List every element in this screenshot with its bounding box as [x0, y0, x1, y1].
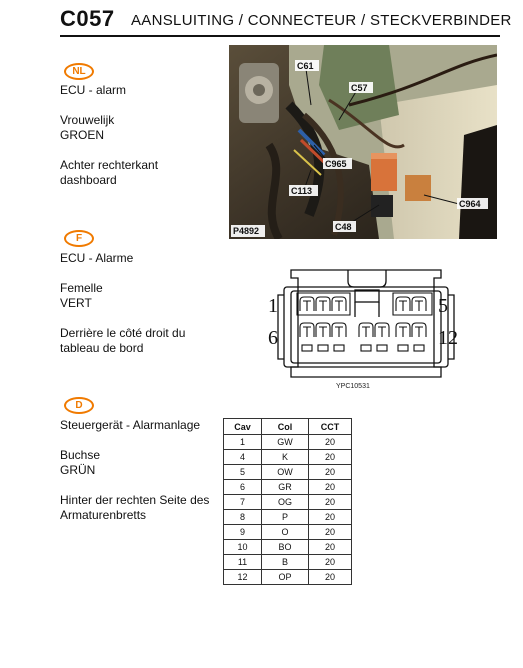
table-row	[224, 525, 352, 540]
column-header-cav: Cav	[224, 419, 262, 435]
cct-cell: 20	[309, 540, 352, 555]
cav-cell: 5	[224, 465, 262, 480]
table-row	[224, 435, 352, 450]
photo-reference: P4892	[233, 226, 260, 236]
col-cell: OW	[262, 465, 309, 480]
pin-label-top-left: 1	[268, 295, 278, 317]
pin-label-bottom-left: 6	[268, 327, 278, 349]
table-row	[224, 480, 352, 495]
table-row	[224, 570, 352, 585]
d-location-line2: Armaturenbretts	[60, 508, 147, 522]
cav-cell: 9	[224, 525, 262, 540]
cct-cell: 20	[309, 465, 352, 480]
d-language-badge: D	[64, 397, 94, 414]
cav-cell: 12	[224, 570, 262, 585]
table-row	[224, 465, 352, 480]
d-color: GRÜN	[60, 463, 96, 477]
cct-cell: 20	[309, 525, 352, 540]
d-component-name: Steuergerät - Alarmanlage	[60, 418, 201, 432]
f-component-name: ECU - Alarme	[60, 251, 134, 265]
photo-label-c965: C965	[325, 159, 347, 169]
header-divider	[60, 35, 500, 37]
table-header-row	[224, 419, 352, 435]
cav-cell: 10	[224, 540, 262, 555]
nl-location-line2: dashboard	[60, 173, 117, 187]
cav-cell: 6	[224, 480, 262, 495]
cct-cell: 20	[309, 495, 352, 510]
table-row	[224, 450, 352, 465]
table-row	[224, 510, 352, 525]
cct-cell: 20	[309, 555, 352, 570]
pin-label-top-right: 5	[438, 295, 448, 317]
cav-cell: 11	[224, 555, 262, 570]
cct-cell: 20	[309, 450, 352, 465]
f-location-line2: tableau de bord	[60, 341, 144, 355]
photo-label-c48: C48	[335, 222, 352, 232]
page-title: AANSLUITING / CONNECTEUR / STECKVERBINDER	[131, 12, 512, 29]
f-color: VERT	[60, 296, 92, 310]
table-row	[224, 495, 352, 510]
nl-language-badge: NL	[64, 63, 94, 80]
photo-label-c57: C57	[351, 83, 368, 93]
col-cell: B	[262, 555, 309, 570]
col-cell: BO	[262, 540, 309, 555]
column-header-col: Col	[262, 419, 309, 435]
cct-cell: 20	[309, 570, 352, 585]
column-header-cct: CCT	[309, 419, 352, 435]
diagram-reference: YPC10531	[336, 383, 370, 390]
nl-color: GROEN	[60, 128, 105, 142]
photo-label-c61: C61	[297, 61, 314, 71]
col-cell: GW	[262, 435, 309, 450]
f-location-line1: Derrière le côté droit du	[60, 326, 186, 340]
table-row	[224, 540, 352, 555]
f-language-badge: F	[64, 230, 94, 247]
cct-cell: 20	[309, 480, 352, 495]
col-cell: O	[262, 525, 309, 540]
location-photo-illustration	[229, 45, 497, 239]
pin-label-bottom-right: 12	[438, 327, 458, 349]
location-photo	[229, 45, 497, 239]
cav-cell: 7	[224, 495, 262, 510]
nl-component-name: ECU - alarm	[60, 83, 127, 97]
photo-label-c964: C964	[459, 199, 481, 209]
nl-gender: Vrouwelijk	[60, 113, 115, 127]
pin-table	[223, 418, 352, 585]
cct-cell: 20	[309, 435, 352, 450]
col-cell: P	[262, 510, 309, 525]
cav-cell: 1	[224, 435, 262, 450]
cct-cell: 20	[309, 510, 352, 525]
f-gender: Femelle	[60, 281, 103, 295]
photo-label-c113: C113	[291, 186, 313, 196]
col-cell: OG	[262, 495, 309, 510]
connector-code: C057	[60, 6, 115, 31]
connector-diagram	[256, 265, 476, 383]
table-row	[224, 555, 352, 570]
col-cell: OP	[262, 570, 309, 585]
nl-location-line1: Achter rechterkant	[60, 158, 159, 172]
d-gender: Buchse	[60, 448, 101, 462]
col-cell: GR	[262, 480, 309, 495]
d-location-line1: Hinter der rechten Seite des	[60, 493, 210, 507]
cav-cell: 4	[224, 450, 262, 465]
connector-face-drawing	[256, 265, 476, 383]
cav-cell: 8	[224, 510, 262, 525]
col-cell: K	[262, 450, 309, 465]
